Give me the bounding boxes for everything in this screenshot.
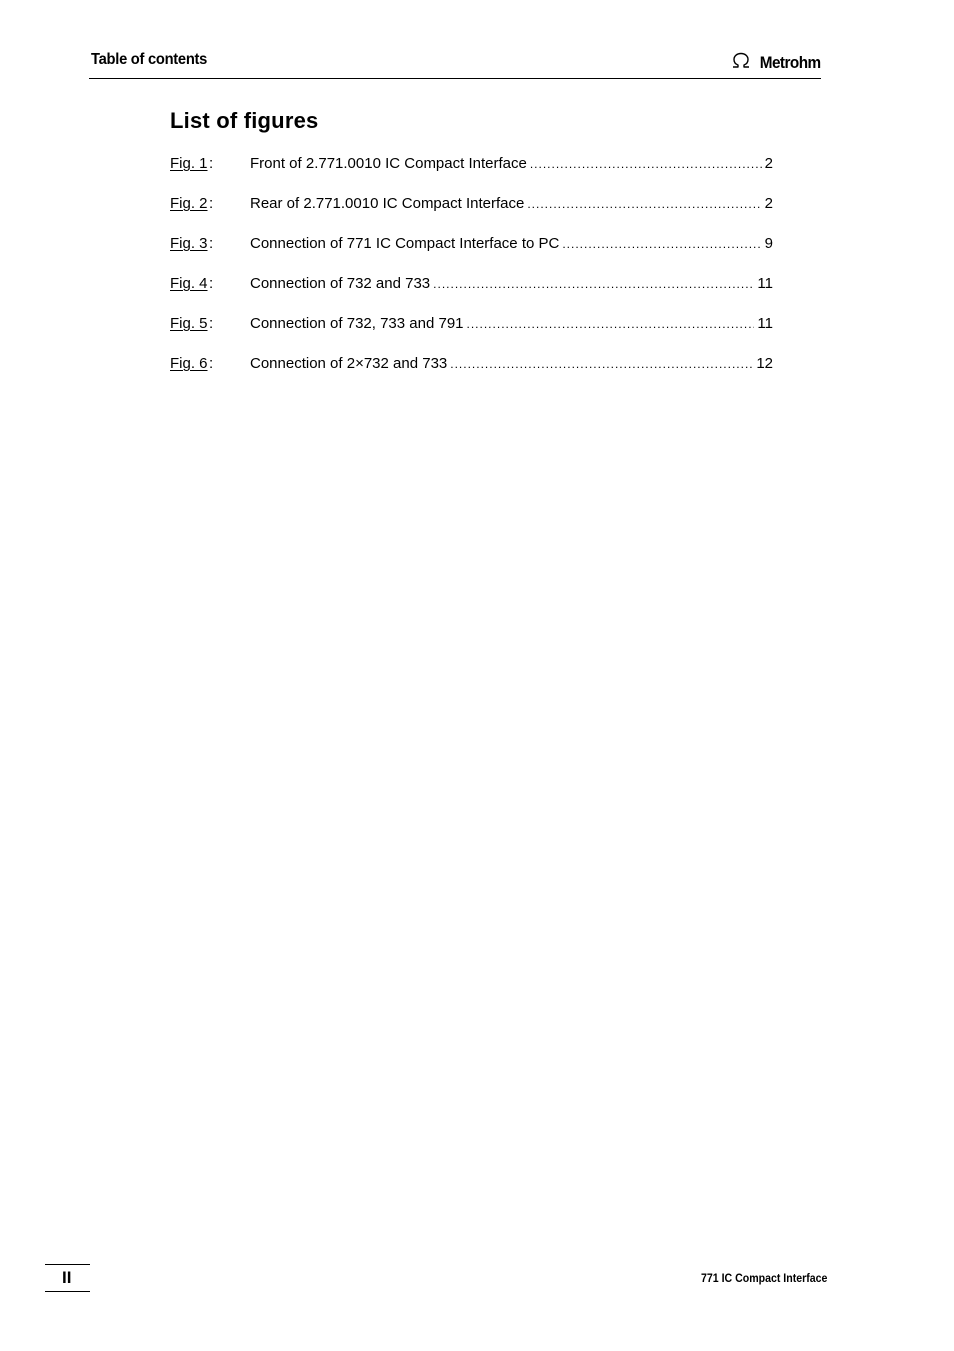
figure-entry — [170, 314, 773, 354]
dot-leader — [530, 154, 762, 174]
figure-link[interactable]: Fig. 4 — [170, 275, 208, 292]
figure-title: Rear of 2.771.0010 IC Compact Interface — [250, 195, 525, 212]
figure-page-number: 2 — [764, 155, 773, 172]
figure-title: Connection of 771 IC Compact Interface to PC — [250, 235, 560, 252]
figure-title: Connection of 2×732 and 733 — [250, 355, 448, 372]
figure-title: Connection of 732 and 733 — [250, 275, 431, 292]
figure-entry — [170, 354, 773, 394]
figure-colon: : — [209, 355, 214, 372]
figure-entry — [170, 234, 773, 274]
figure-colon: : — [209, 155, 214, 172]
figure-colon: : — [209, 275, 214, 292]
figure-page-number: 12 — [756, 355, 773, 372]
figure-link[interactable]: Fig. 1 — [170, 155, 208, 172]
figure-page-number: 2 — [764, 195, 773, 212]
figure-list — [170, 154, 773, 394]
page-title: List of figures — [170, 108, 319, 133]
metrohm-logo — [731, 52, 821, 73]
header-divider — [89, 78, 821, 79]
footer-divider-top — [45, 1264, 90, 1265]
figure-page-number: 11 — [757, 315, 773, 332]
figure-link[interactable]: Fig. 6 — [170, 355, 208, 372]
running-header-title: Table of contents — [91, 51, 208, 68]
dot-leader — [433, 274, 754, 294]
figure-entry — [170, 194, 773, 234]
figure-title: Front of 2.771.0010 IC Compact Interface — [250, 155, 527, 172]
figure-colon: : — [209, 235, 214, 252]
dot-leader — [562, 234, 761, 254]
figure-entry — [170, 274, 773, 314]
figure-page-number: 11 — [757, 275, 773, 292]
figure-page-number: 9 — [764, 235, 773, 252]
footer-divider-bottom — [45, 1291, 90, 1292]
footer-page-number: II — [62, 1268, 72, 1287]
figure-colon: : — [209, 195, 214, 212]
omega-icon — [731, 52, 751, 73]
dot-leader — [450, 354, 753, 374]
footer-product-name: 771 IC Compact Interface — [700, 1273, 827, 1285]
figure-link[interactable]: Fig. 2 — [170, 195, 208, 212]
figure-title: Connection of 732, 733 and 791 — [250, 315, 464, 332]
figure-entry — [170, 154, 773, 194]
figure-link[interactable]: Fig. 3 — [170, 235, 208, 252]
dot-leader — [467, 314, 755, 334]
dot-leader — [527, 194, 761, 214]
figure-colon: : — [209, 315, 214, 332]
figure-link[interactable]: Fig. 5 — [170, 315, 208, 332]
logo-wordmark: Metrohm — [760, 52, 821, 72]
